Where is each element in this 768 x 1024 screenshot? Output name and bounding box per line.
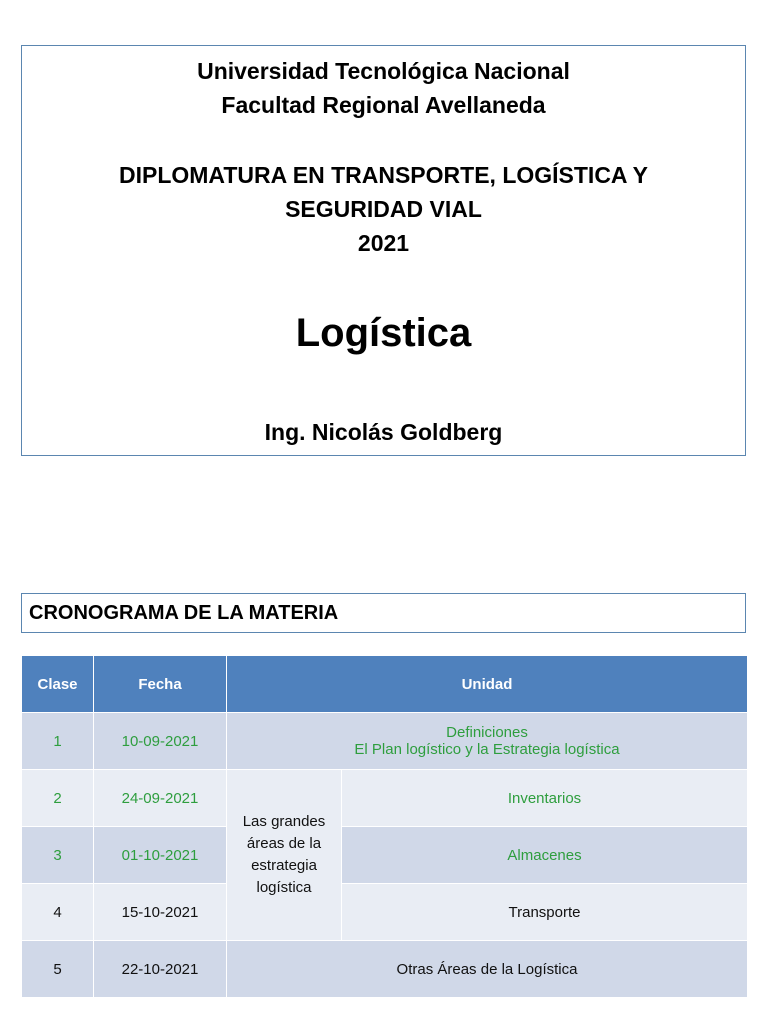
table-row — [22, 827, 748, 884]
table-row — [22, 941, 748, 998]
cell-clase: 4 — [22, 884, 94, 941]
schedule-table — [21, 655, 748, 998]
institution-block — [22, 54, 745, 122]
cell-unidad: Inventarios — [342, 770, 748, 827]
cell-clase: 3 — [22, 827, 94, 884]
unidad-line2: El Plan logístico y la Estrategia logística — [354, 741, 620, 758]
table-row — [22, 713, 748, 770]
cell-unidad: Transporte — [342, 884, 748, 941]
cell-clase: 5 — [22, 941, 94, 998]
table-row — [22, 770, 748, 827]
subject-title: Logística — [295, 311, 472, 355]
column-header-clase: Clase — [22, 656, 94, 713]
program-year: 2021 — [357, 230, 410, 256]
cell-fecha: 15-10-2021 — [94, 884, 227, 941]
cell-clase: 1 — [22, 713, 94, 770]
cell-fecha: 01-10-2021 — [94, 827, 227, 884]
cell-area-group: Las grandes áreas de la estrategia logística — [227, 770, 342, 941]
author-name: Ing. Nicolás Goldberg — [264, 419, 503, 445]
schedule-title: CRONOGRAMA DE LA MATERIA — [21, 593, 746, 633]
cell-fecha: 10-09-2021 — [94, 713, 227, 770]
table-row — [22, 884, 748, 941]
cell-fecha: 24-09-2021 — [94, 770, 227, 827]
title-slide — [21, 45, 746, 456]
column-header-fecha: Fecha — [94, 656, 227, 713]
program-title-line1: DIPLOMATURA EN TRANSPORTE, LOGÍSTICA Y — [118, 162, 648, 188]
cell-unidad — [227, 713, 748, 770]
cell-fecha: 22-10-2021 — [94, 941, 227, 998]
university-name: Universidad Tecnológica Nacional — [197, 58, 570, 84]
program-title-line2: SEGURIDAD VIAL — [285, 196, 482, 222]
cell-unidad: Otras Áreas de la Logística — [227, 941, 748, 998]
unidad-line1: Definiciones — [446, 724, 528, 741]
column-header-unidad: Unidad — [227, 656, 748, 713]
table-header-row — [22, 656, 748, 713]
faculty-name: Facultad Regional Avellaneda — [221, 92, 546, 118]
cell-unidad: Almacenes — [342, 827, 748, 884]
cell-clase: 2 — [22, 770, 94, 827]
program-block — [22, 158, 745, 260]
